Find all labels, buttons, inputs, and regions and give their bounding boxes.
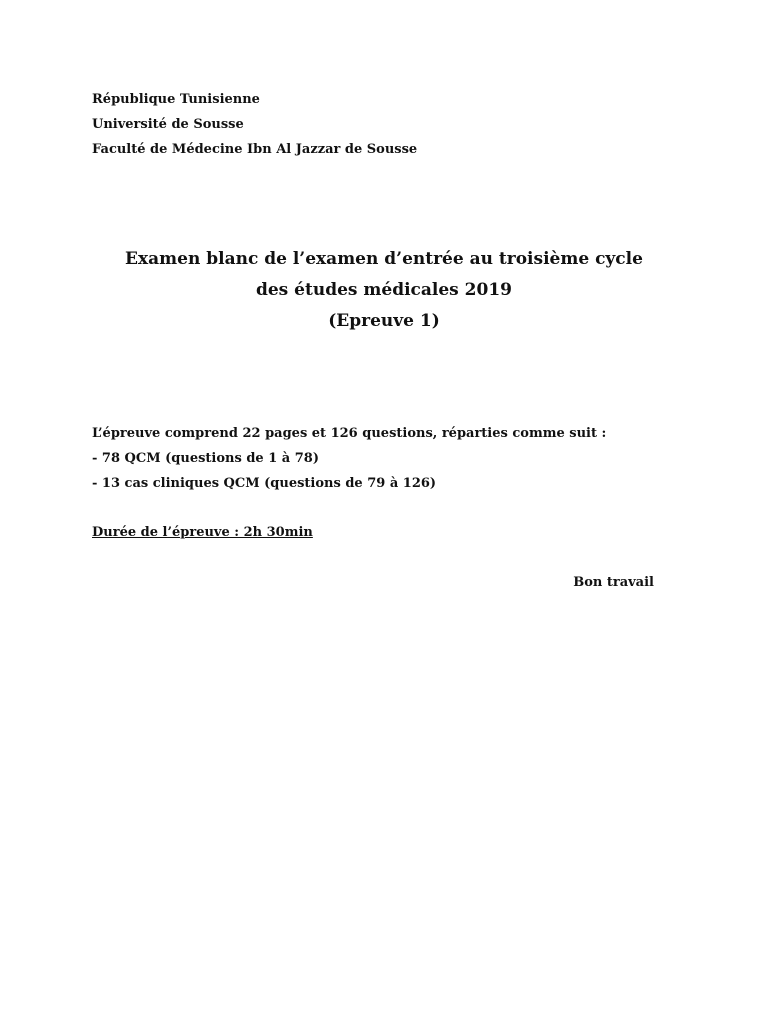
exam-info-item: - 13 cas cliniques QCM (questions de 79 à 126) [92, 476, 437, 491]
header-faculty: Faculté de Médecine Ibn Al Jazzar de Sousse [92, 142, 418, 157]
closing-text: Bon travail [573, 575, 654, 590]
header-university: Université de Sousse [92, 117, 244, 132]
exam-title [0, 244, 768, 337]
title-line-2: des études médicales 2019 [255, 280, 512, 300]
institution-header [92, 87, 417, 162]
exam-duration: Durée de l’épreuve : 2h 30min [92, 525, 313, 540]
exam-info-item: - 78 QCM (questions de 1 à 78) [92, 451, 319, 466]
exam-info [92, 421, 606, 496]
title-line-1: Examen blanc de l’examen d’entrée au troisième cycle [125, 249, 643, 269]
title-line-3: (Epreuve 1) [328, 311, 440, 331]
header-country: République Tunisienne [92, 92, 260, 107]
exam-info-intro: L’épreuve comprend 22 pages et 126 questions, réparties comme suit : [92, 426, 607, 441]
